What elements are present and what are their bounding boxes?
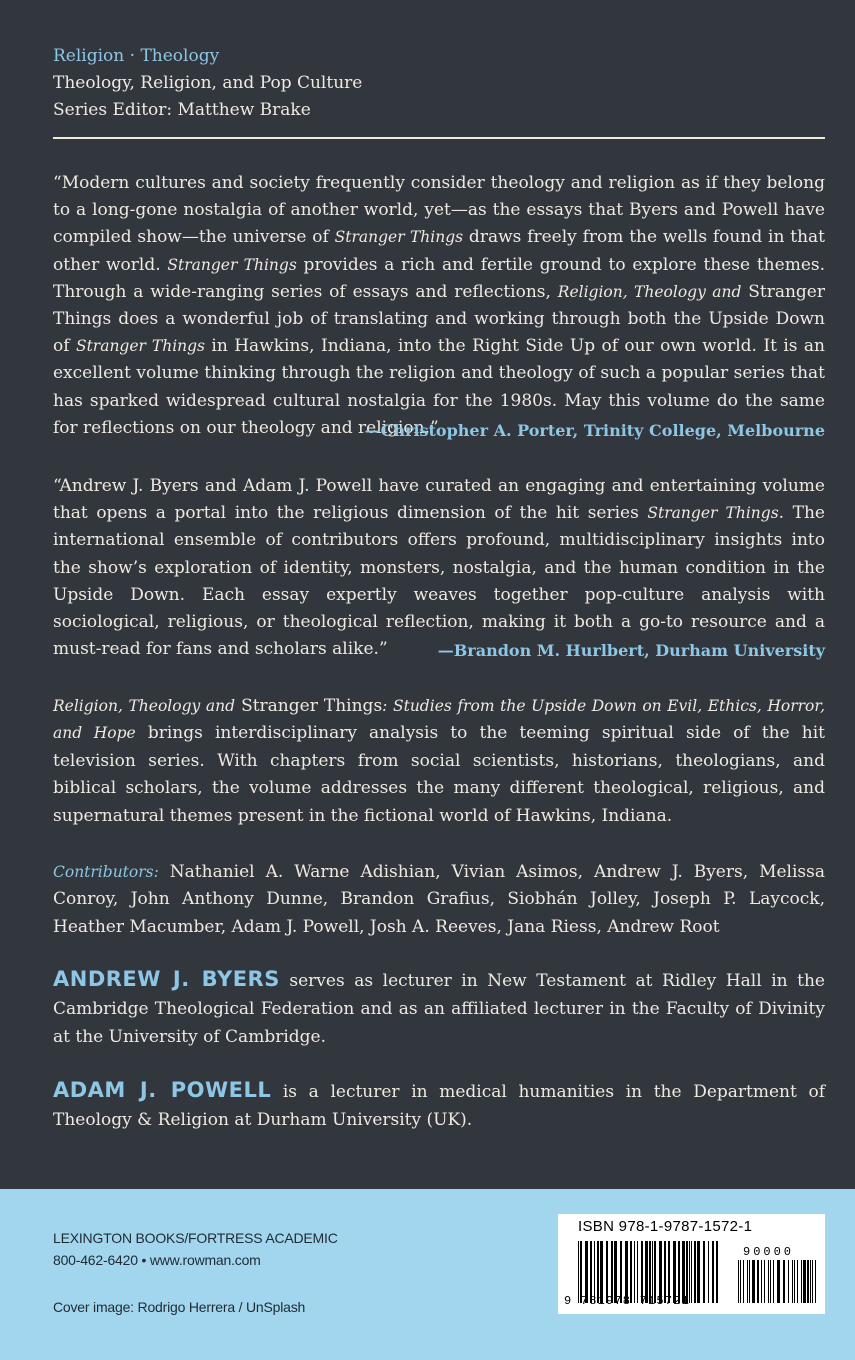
barcode-bar (815, 1260, 816, 1303)
barcode-bar (773, 1260, 774, 1303)
ean-digits: 9 781978 715721 (564, 1294, 691, 1308)
series-title: Theology, Religion, and Pop Culture (53, 73, 363, 93)
endorsement-quote-2: “Andrew J. Byers and Adam J. Powell have curated an engaging and entertaining volume that opens a portal into the religious dimension of the hit series Stranger Things. The international ensemble of contributors offers profound, multidisciplinary insights into the show’s exploration of identity, monsters, nostalgia, and the human condition in the Upside Down. Each essay expertly weaves together pop-culture analysis with sociological, religious, or theological reflection, making it both a go-to resource and a must-read for fans and scholars alike.” (53, 476, 825, 660)
cover-credit: Cover image: Rodrigo Herrera / UnSplash (53, 1299, 306, 1315)
barcode-bar (752, 1260, 755, 1303)
series-header (53, 43, 825, 124)
barcode-bar (761, 1260, 762, 1303)
contributors-label: Contributors: (53, 863, 159, 881)
barcode-bar (770, 1260, 771, 1303)
category-label: Religion · Theology (53, 46, 220, 66)
header-divider (53, 137, 825, 139)
barcode-bar (777, 1260, 780, 1303)
author-name-powell: ADAM J. POWELL (53, 1078, 272, 1102)
publisher-contact: 800-462-6420 • www.rowman.com (53, 1252, 261, 1268)
barcode-bar (738, 1260, 739, 1303)
publisher-name: LEXINGTON BOOKS/FORTRESS ACADEMIC (53, 1230, 338, 1246)
isbn-text: ISBN 978-1-9787-1572-1 (578, 1218, 753, 1235)
barcode-bar (747, 1260, 748, 1303)
barcode-bar (801, 1260, 802, 1303)
barcode-bar (708, 1241, 709, 1303)
barcode-bar (757, 1260, 759, 1303)
series-editor: Series Editor: Matthew Brake (53, 100, 311, 120)
barcode-bar (691, 1241, 692, 1303)
barcode-bar (792, 1260, 793, 1303)
author-name-byers: ANDREW J. BYERS (53, 967, 280, 991)
barcode-bar (716, 1241, 718, 1303)
barcode-bar (807, 1260, 809, 1303)
barcode-bar (697, 1241, 700, 1303)
barcode-bar (694, 1241, 696, 1303)
footer-band (0, 1189, 855, 1360)
author-bio-byers: ANDREW J. BYERS serves as lecturer in New Testament at Ridley Hall in the Cambridge Theological Federation and as an affiliated lecturer in the Faculty of Divinity at the University of Cambridge. (53, 967, 825, 1047)
barcode-bar (803, 1260, 806, 1303)
isbn-barcode (558, 1214, 825, 1314)
barcode-bar (788, 1260, 789, 1303)
barcode-bar (740, 1260, 741, 1303)
barcode-bar (797, 1260, 798, 1303)
barcode-bar (768, 1260, 769, 1303)
price-code: 90000 (743, 1245, 795, 1259)
endorsement-attribution-1: —Christopher A. Porter, Trinity College, Melbourne (364, 421, 825, 440)
author-bio-powell: ADAM J. POWELL is a lecturer in medical humanities in the Department of Theology & Religion at Durham University (UK). (53, 1078, 825, 1130)
endorsement-quote-1: “Modern cultures and society frequently consider theology and religion as if they belong to a long-gone nostalgia of another world, yet—as the essays that Byers and Powell have compiled show—the universe of Stranger Things draws freely from the wells found in that other world. Stranger Things provides a rich and fertile ground to explore these themes. Through a wide-ranging series of essays and reflections, Religion, Theology and Stranger Things does a wonderful job of translating and working through both the Upside Down of Stranger Things in Hawkins, Indiana, into the Right Side Up of our own world. It is an excellent volume thinking through the religion and theology of such a popular series that has sparked widespread cultural nostalgia for the 1980s. May this volume do the same for reflections on our theology and religion.” (53, 173, 826, 438)
book-description: Religion, Theology and Stranger Things: Studies from the Upside Down on Evil, Ethics, Horror, and Hope brings interdisciplinary analysis to the teeming spiritual side of the hit television series. With chapters from social scientists, historians, theologians, and biblical scholars, the volume addresses the many different theological, religious, and supernatural themes present in the fictional world of Hawkins, Indiana. (53, 696, 825, 826)
barcode-bar (794, 1260, 795, 1303)
barcode-bar (743, 1260, 744, 1303)
barcode-bar (812, 1260, 813, 1303)
barcode-bar (764, 1260, 765, 1303)
barcode-bar (749, 1260, 750, 1303)
barcode-bar (810, 1260, 811, 1303)
barcode-bar (712, 1241, 714, 1303)
barcode-bar (783, 1260, 785, 1303)
barcode-bar (703, 1241, 705, 1303)
contributors-list: Contributors: Nathaniel A. Warne Adishian, Vivian Asimos, Andrew J. Byers, Melissa Conroy, John Anthony Dunne, Brandon Grafius, Siobhán Jolley, Joseph P. Laycock, Heather Macumber, Adam J. Powell, Josh A. Reeves, Jana Riess, Andrew Root (53, 862, 825, 937)
endorsement-attribution-2: —Brandon M. Hurlbert, Durham University (437, 641, 825, 660)
